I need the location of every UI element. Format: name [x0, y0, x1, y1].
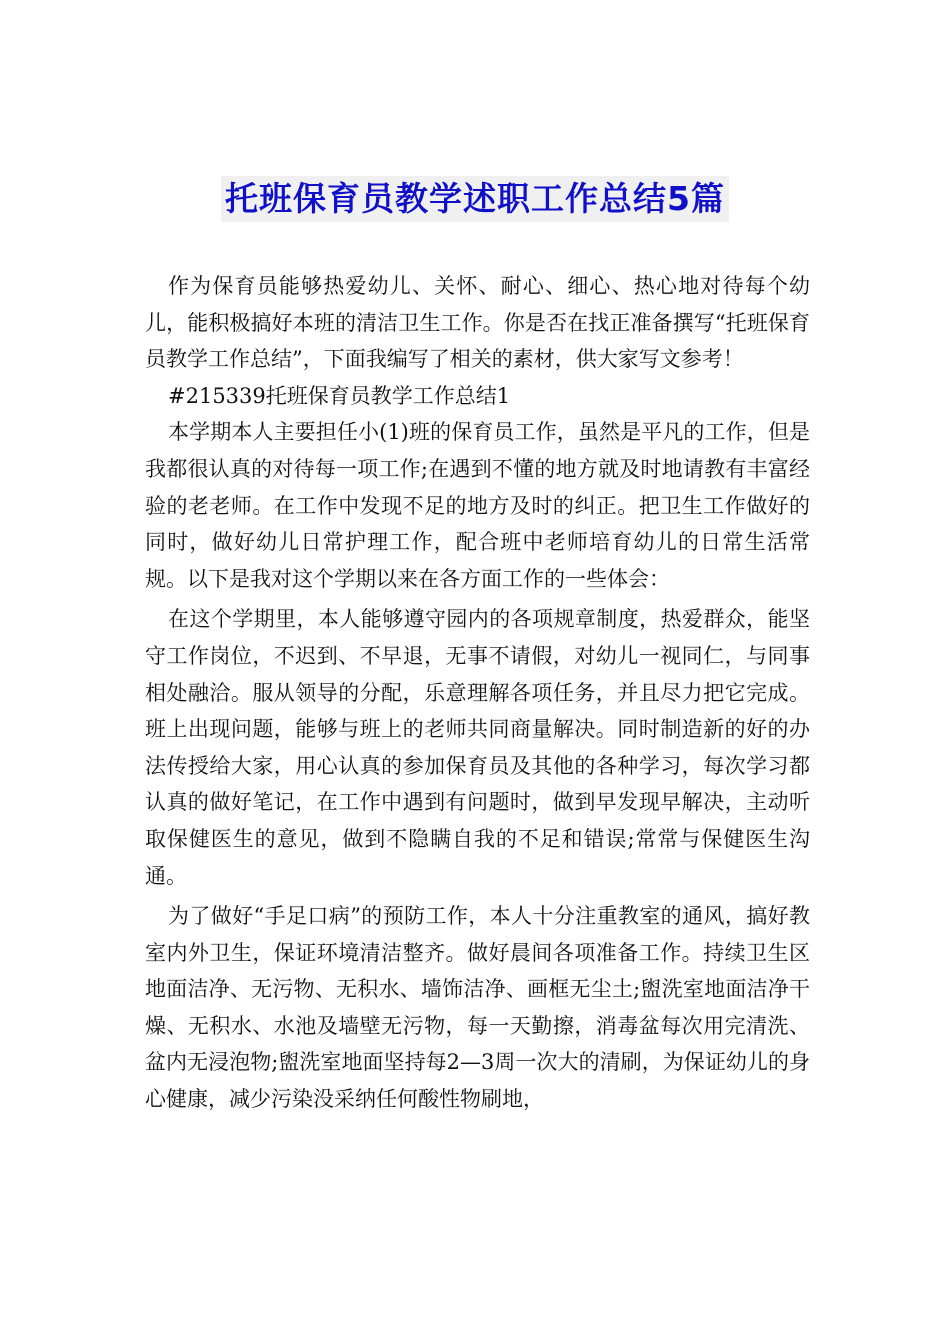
paragraph-2: 在这个学期里，本人能够遵守园内的各项规章制度，热爱群众，能坚守工作岗位，不迟到、不早退，无事不请假，对幼儿一视同仁，与同事相处融洽。服从领导的分配，乐意理解各项任务，并且尽力把它完成。班上出现问题，能够与班上的老师共同商量解决。同时制造新的好的办法传授给大家，用心认真的参加保育员及其他的各种学习，每次学习都认真的做好笔记，在工作中遇到有问题时，做到早发现早解决，主动听取保健医生的意见，做到不隐瞒自我的不足和错误;常常与保健医生沟通。: [145, 607, 810, 888]
title-container: [0, 176, 950, 222]
document-title: 托班保育员教学述职工作总结5篇: [221, 176, 729, 222]
paragraph-3: 为了做好“手足口病”的预防工作，本人十分注重教室的通风，搞好教室内外卫生，保证环境清洁整齐。做好晨间各项准备工作。持续卫生区地面洁净、无污物、无积水、墙饰洁净、画框无尘土;盥洗室地面洁净干燥、无积水、水池及墙壁无污物，每一天勤擦，消毒盆每次用完清洗、盆内无浸泡物;盥洗室地面坚持每2—3周一次大的清刷，为保证幼儿的身心健康，减少污染没采纳任何酸性物刷地，: [145, 904, 810, 1112]
document-body: [145, 268, 810, 1118]
paragraph-section-heading: #215339托班保育员教学工作总结1: [168, 383, 511, 408]
paragraph-1: 本学期本人主要担任小(1)班的保育员工作，虽然是平凡的工作，但是我都很认真的对待每一项工作;在遇到不懂的地方就及时地请教有丰富经验的老老师。在工作中发现不足的地方及时的纠正。把卫生工作做好的同时，做好幼儿日常护理工作，配合班中老师培育幼儿的日常生活常规。以下是我对这个学期以来在各方面工作的一些体会：: [145, 420, 810, 591]
paragraph-intro: 作为保育员能够热爱幼儿、关怀、耐心、细心、热心地对待每个幼儿，能积极搞好本班的清洁卫生工作。你是否在找正准备撰写“托班保育员教学工作总结”，下面我编写了相关的素材，供大家写文参考！: [145, 274, 810, 372]
